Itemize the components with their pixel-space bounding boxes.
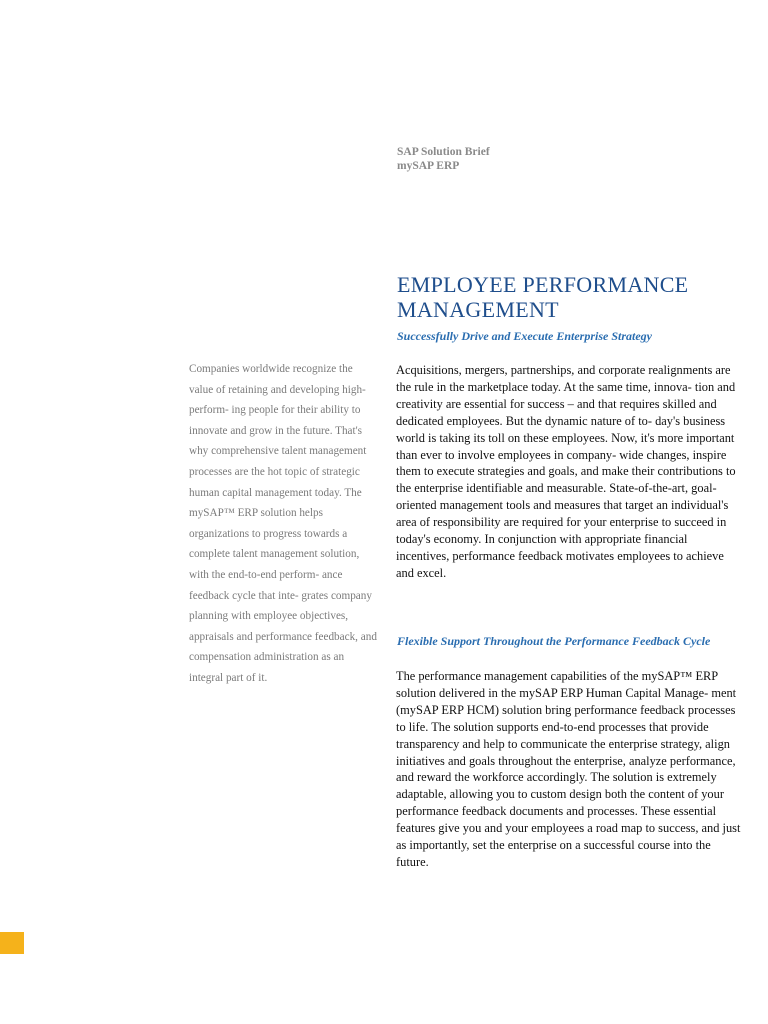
intro-paragraph: Acquisitions, mergers, partnerships, and corporate realignments are the rule in the marketplace today. At the same time, innova- tion and creativity are essential for success – and that requires skilled and dedicated employees. But the dynamic nature of to- day's business world is taking its toll on these employees. Now, it's more important than ever to involve employees in company- wide changes, inspire them to execute strategies and goals, and make their contributions to the enterprise identifiable and measurable. State-of-the-art, goal-oriented management tools and measures that target an individual's area of responsibility are required for your enterprise to succeed in today's economy. In conjunction with appropriate financial incentives, performance feedback motivates employees to achieve and excel. (396, 363, 736, 580)
sidebar-summary (189, 359, 379, 689)
section-body (396, 668, 741, 871)
page-title: EMPLOYEE PERFORMANCE MANAGEMENT (397, 272, 689, 322)
product-name: mySAP ERP (397, 160, 460, 172)
document-header (397, 145, 490, 173)
intro-body (396, 362, 741, 582)
corner-accent-square (0, 932, 24, 954)
section-heading: Flexible Support Throughout the Performance Feedback Cycle (397, 634, 711, 648)
page-subtitle: Successfully Drive and Execute Enterprise Strategy (397, 329, 652, 343)
brief-type: SAP Solution Brief (397, 146, 490, 158)
section-paragraph: The performance management capabilities of the mySAP™ ERP solution delivered in the mySAP ERP Human Capital Manage- ment (mySAP ERP HCM) solution bring performance feedback processes to life. The solution supports end-to-end processes that provide transparency and help to communicate the enterprise strategy, align initiatives and goals throughout the enterprise, analyze performance, and reward the workforce accordingly. The solution is extremely adaptable, allowing you to custom design both the content of your performance feedback documents and processes. These essential features give you and your employees a road map to success, and just as importantly, set the enterprise on a successful course into the future. (396, 669, 741, 869)
sidebar-text: Companies worldwide recognize the value of retaining and developing high-perform- ing people for their ability to innovate and grow in the future. That's why comprehensive talent management processes are the hot topic of strategic human capital management today. The mySAP™ ERP solution helps organizations to progress towards a complete talent management solution, with the end-to-end perform- ance feedback cycle that inte- grates company planning with employee objectives, appraisals and performance feedback, and compensation administration as an integral part of it. (189, 363, 377, 684)
